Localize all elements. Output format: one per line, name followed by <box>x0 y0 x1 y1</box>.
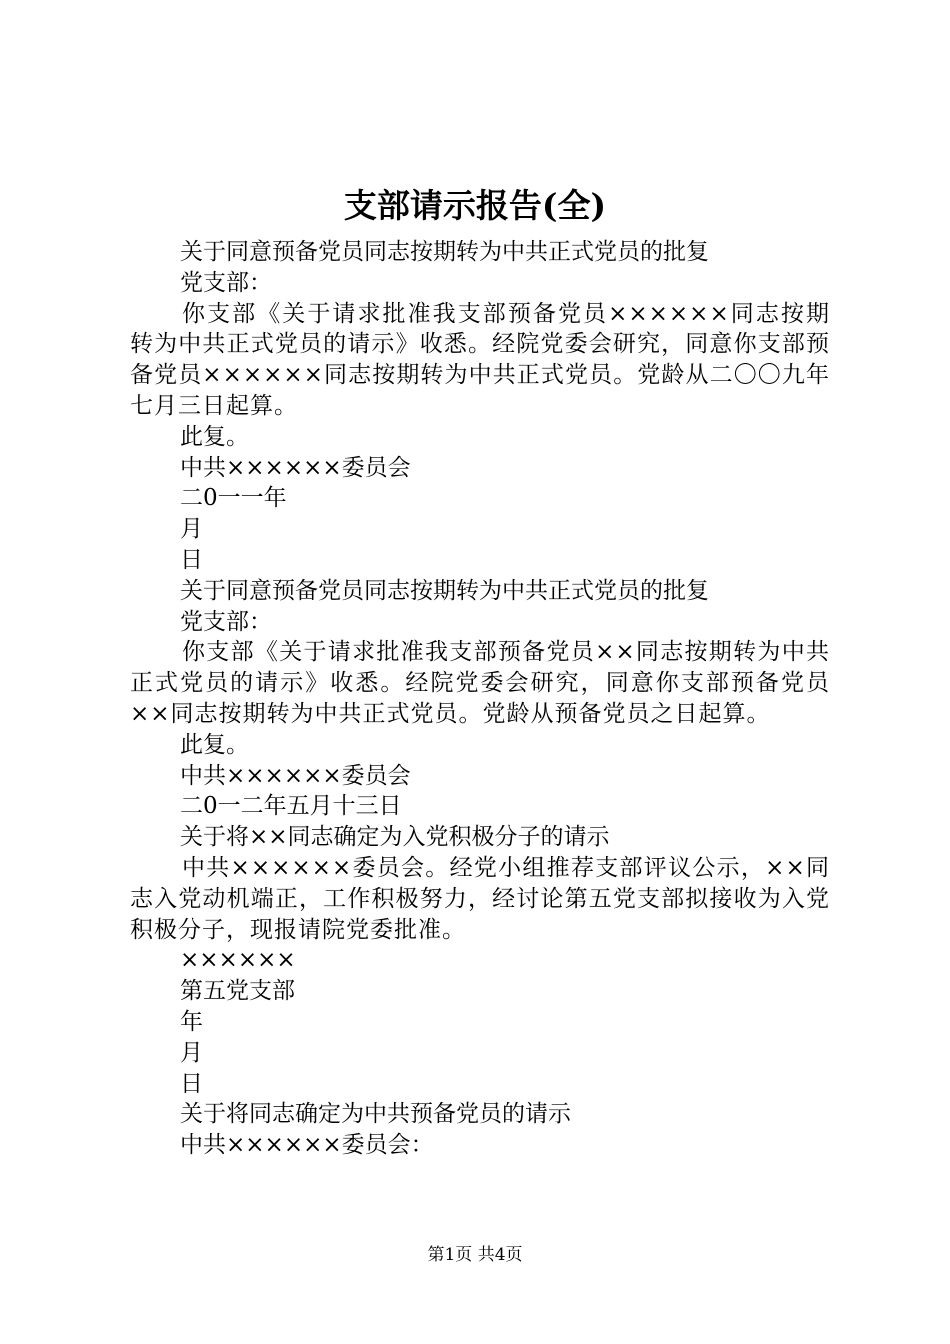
paragraph: 你支部《关于请求批准我支部预备党员××××××同志按期转为中共正式党员的请示》收悉。经院党委会研究，同意你支部预备党员××××××同志按期转为中共正式党员。党龄从二〇〇九年七月三日起算。 <box>130 300 830 419</box>
date-line: 月 <box>180 516 203 543</box>
date-line: 月 <box>180 1039 203 1066</box>
signature-line: 中共××××××委员会 <box>180 454 411 481</box>
signature-line: 第五党支部 <box>180 978 295 1005</box>
text-line: 党支部： <box>180 608 272 635</box>
date-line: 日 <box>180 546 203 573</box>
page-title: 支部请示报告(全) <box>343 186 607 225</box>
section-heading: 关于将××同志确定为入党积极分子的请示 <box>180 824 610 851</box>
document-body <box>130 237 830 1161</box>
text-line: 党支部： <box>180 269 272 296</box>
date-line: 二0一二年五月十三日 <box>180 793 402 820</box>
date-line: 日 <box>180 1070 203 1097</box>
text-line: 此复。 <box>180 731 249 758</box>
text-line: 此复。 <box>180 423 249 450</box>
section-heading: 关于将同志确定为中共预备党员的请示 <box>180 1101 571 1128</box>
paragraph: 你支部《关于请求批准我支部预备党员××同志按期转为中共正式党员的请示》收悉。经院党委会研究，同意你支部预备党员××同志按期转为中共正式党员。党龄从预备党员之日起算。 <box>130 639 830 727</box>
signature-line: ×××××× <box>180 947 296 974</box>
text-line: 中共××××××委员会： <box>180 1132 434 1159</box>
date-line: 二0一一年 <box>180 485 287 512</box>
paragraph: 中共××××××委员会。经党小组推荐支部评议公示，××同志入党动机端正，工作积极努力，经讨论第五党支部拟接收为入党积极分子，现报请院党委批准。 <box>130 854 830 943</box>
signature-line: 中共××××××委员会 <box>180 762 411 789</box>
date-line: 年 <box>180 1008 203 1035</box>
text-line: 关于同意预备党员同志按期转为中共正式党员的批复 <box>180 239 709 265</box>
section-heading: 关于同意预备党员同志按期转为中共正式党员的批复 <box>180 577 709 604</box>
page-footer: 第1页 共4页 <box>427 1245 523 1265</box>
